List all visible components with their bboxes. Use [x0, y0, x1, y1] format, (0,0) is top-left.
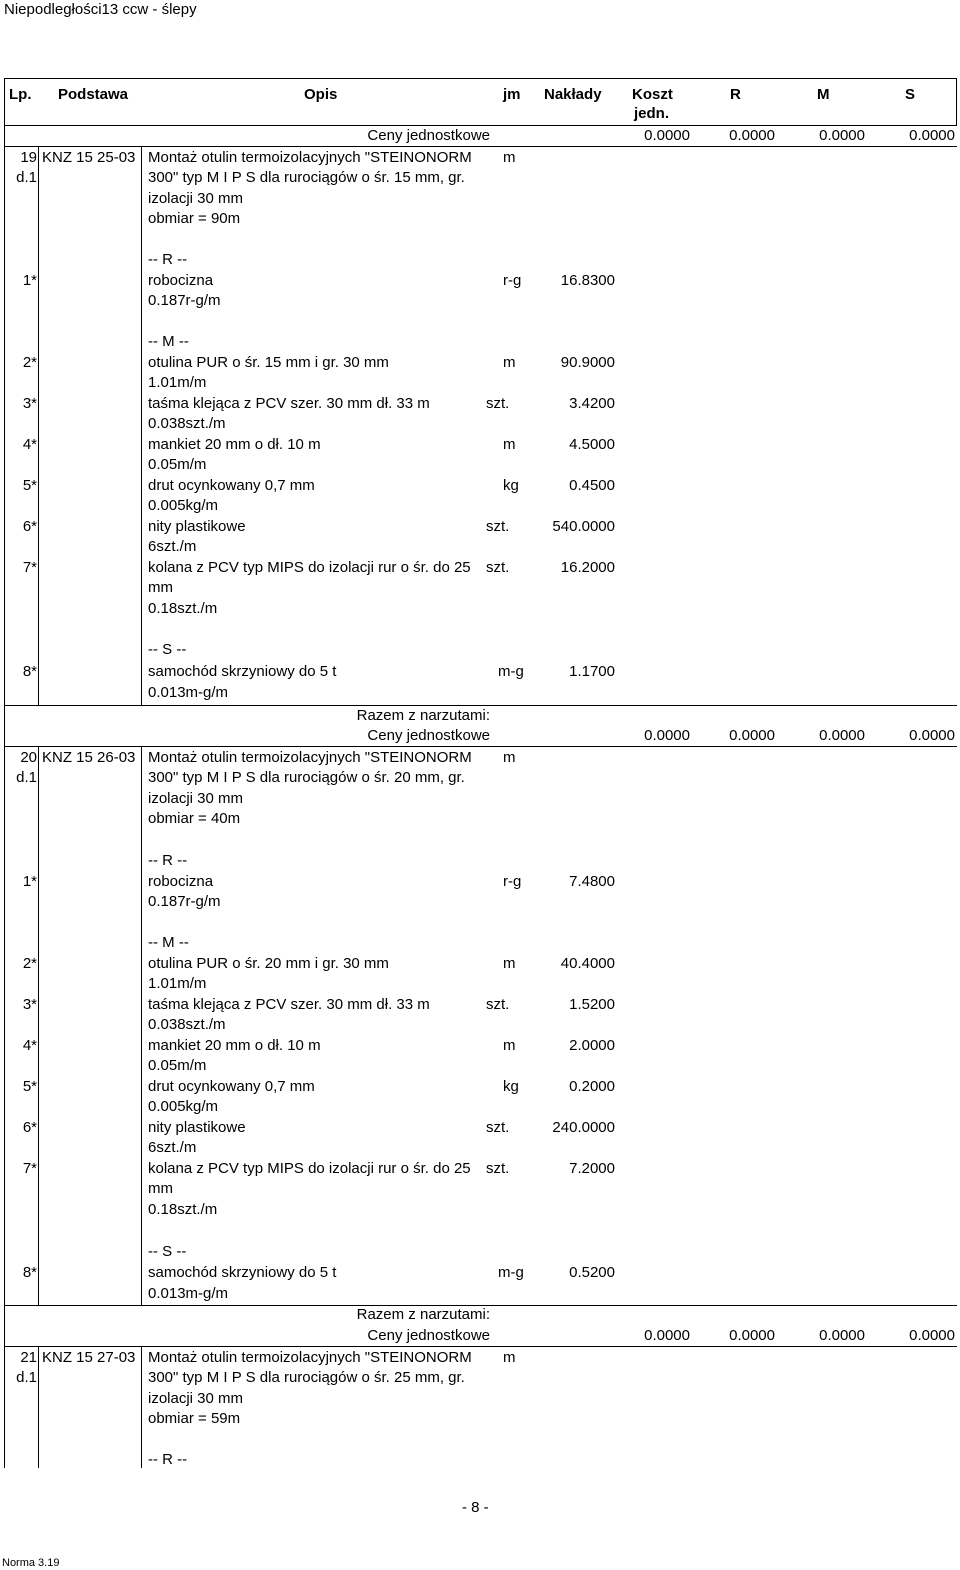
item-lp: 2*: [22, 354, 37, 371]
item-name: robocizna: [148, 272, 214, 289]
item-naklady: 0.2000: [569, 1078, 615, 1095]
item-jm: szt.: [486, 559, 510, 576]
ceny-top-s: 0.0000: [909, 127, 955, 144]
item-naklady: 7.2000: [569, 1160, 615, 1177]
item-name-cont: mm: [148, 579, 173, 596]
ceny-jednostkowe-label: Ceny jednostkowe: [367, 1327, 490, 1344]
item-norm: 6szt./m: [148, 538, 197, 555]
col-divider: [38, 1346, 39, 1468]
position-jm: m: [503, 149, 516, 166]
header-koszt: Koszt: [632, 86, 673, 103]
position-lp-suffix: d.1: [16, 769, 37, 786]
item-norm: 1.01m/m: [148, 975, 207, 992]
item-jm: szt.: [486, 518, 510, 535]
footer-text: Norma 3.19: [2, 1557, 60, 1569]
position-opis-line: Montaż otulin termoizolacyjnych "STEINONORM: [148, 1349, 472, 1366]
ceny-top-m: 0.0000: [819, 127, 865, 144]
ceny-jednostkowe-label: Ceny jednostkowe: [367, 127, 490, 144]
item-jm: m: [503, 955, 516, 972]
position-podstawa: KNZ 15 26-03: [42, 749, 136, 766]
header-jm: jm: [503, 86, 521, 103]
item-lp: 7*: [22, 559, 37, 576]
item-naklady: 2.0000: [569, 1037, 615, 1054]
col-divider: [141, 746, 142, 1306]
item-norm: 0.013m-g/m: [148, 1285, 229, 1302]
item-naklady: 1.5200: [569, 996, 615, 1013]
item-lp: 5*: [22, 1078, 37, 1095]
header-top-rule: [4, 78, 957, 79]
position-jm: m: [503, 1349, 516, 1366]
item-jm: m: [503, 1037, 516, 1054]
position-lp: 19: [20, 149, 37, 166]
item-name: taśma klejąca z PCV szer. 30 mm dł. 33 m: [148, 395, 430, 412]
ceny-koszt: 0.0000: [644, 1327, 690, 1344]
group-s-label: -- S --: [148, 641, 187, 658]
row-rule: [4, 1346, 957, 1347]
item-jm: m-g: [498, 1264, 524, 1281]
position-podstawa: KNZ 15 25-03: [42, 149, 136, 166]
item-lp: 5*: [22, 477, 37, 494]
position-opis-line: Montaż otulin termoizolacyjnych "STEINONORM: [148, 749, 472, 766]
item-norm: 0.05m/m: [148, 1057, 207, 1074]
header-s: S: [905, 86, 916, 103]
position-opis-line: izolacji 30 mm: [148, 790, 244, 807]
item-lp: 1*: [22, 873, 37, 890]
item-norm: 0.038szt./m: [148, 415, 226, 432]
header-lp: Lp.: [9, 86, 32, 103]
item-lp: 1*: [22, 272, 37, 289]
item-name: otulina PUR o śr. 20 mm i gr. 30 mm: [148, 955, 389, 972]
group-r-label: -- R --: [148, 852, 188, 869]
item-lp: 8*: [22, 1264, 37, 1281]
item-naklady: 0.5200: [569, 1264, 615, 1281]
item-norm: 0.18szt./m: [148, 600, 218, 617]
item-lp: 3*: [22, 395, 37, 412]
ceny-r: 0.0000: [729, 1327, 775, 1344]
item-naklady: 540.0000: [552, 518, 615, 535]
item-name-cont: mm: [148, 1180, 173, 1197]
item-name: taśma klejąca z PCV szer. 30 mm dł. 33 m: [148, 996, 430, 1013]
col-divider: [141, 1346, 142, 1468]
item-naklady: 240.0000: [552, 1119, 615, 1136]
group-m-label: -- M --: [148, 333, 189, 350]
item-norm: 0.038szt./m: [148, 1016, 226, 1033]
item-lp: 8*: [22, 663, 37, 680]
item-name: nity plastikowe: [148, 1119, 246, 1136]
position-lp: 20: [20, 749, 37, 766]
item-norm: 1.01m/m: [148, 374, 207, 391]
item-norm: 0.18szt./m: [148, 1201, 218, 1218]
item-norm: 0.005kg/m: [148, 1098, 219, 1115]
position-lp: 21: [20, 1349, 37, 1366]
position-jm: m: [503, 749, 516, 766]
row-rule: [4, 146, 957, 147]
item-jm: szt.: [486, 1160, 510, 1177]
item-jm: r-g: [503, 873, 522, 890]
ceny-top-koszt: 0.0000: [644, 127, 690, 144]
item-jm: m: [503, 436, 516, 453]
item-name: drut ocynkowany 0,7 mm: [148, 1078, 315, 1095]
document-title: Niepodległości13 ccw - ślepy: [4, 1, 197, 18]
row-rule: [4, 746, 957, 747]
item-lp: 2*: [22, 955, 37, 972]
item-name: mankiet 20 mm o dł. 10 m: [148, 1037, 321, 1054]
table-left-border: [4, 78, 5, 1468]
group-s-label: -- S --: [148, 1243, 187, 1260]
item-naklady: 0.4500: [569, 477, 615, 494]
razem-label: Razem z narzutami:: [356, 707, 490, 724]
razem-label: Razem z narzutami:: [356, 1306, 490, 1323]
item-name: otulina PUR o śr. 15 mm i gr. 30 mm: [148, 354, 389, 371]
ceny-top-r: 0.0000: [729, 127, 775, 144]
item-naklady: 90.9000: [560, 354, 615, 371]
item-naklady: 7.4800: [569, 873, 615, 890]
item-jm: szt.: [486, 1119, 510, 1136]
group-m-label: -- M --: [148, 934, 189, 951]
item-name: samochód skrzyniowy do 5 t: [148, 663, 337, 680]
position-obmiar: obmiar = 40m: [148, 810, 241, 827]
ceny-s: 0.0000: [909, 1327, 955, 1344]
item-jm: szt.: [486, 996, 510, 1013]
group-r-label: -- R --: [148, 1451, 188, 1468]
header-podstawa: Podstawa: [58, 86, 129, 103]
item-norm: 0.05m/m: [148, 456, 207, 473]
position-obmiar: obmiar = 59m: [148, 1410, 241, 1427]
item-name: nity plastikowe: [148, 518, 246, 535]
header-koszt-jedn: jedn.: [634, 105, 670, 122]
position-opis-line: 300" typ M I P S dla rurociągów o śr. 25 mm, gr.: [148, 1369, 465, 1386]
item-name: drut ocynkowany 0,7 mm: [148, 477, 315, 494]
position-opis-line: izolacji 30 mm: [148, 190, 244, 207]
ceny-jednostkowe-label: Ceny jednostkowe: [367, 727, 490, 744]
item-jm: szt.: [486, 395, 510, 412]
item-naklady: 4.5000: [569, 436, 615, 453]
col-divider: [38, 746, 39, 1306]
page-number: - 8 -: [462, 1499, 489, 1516]
item-naklady: 3.4200: [569, 395, 615, 412]
header-opis: Opis: [304, 86, 338, 103]
col-divider: [141, 146, 142, 706]
position-opis-line: Montaż otulin termoizolacyjnych "STEINONORM: [148, 149, 472, 166]
item-jm: kg: [503, 1078, 519, 1095]
item-naklady: 16.8300: [560, 272, 615, 289]
position-opis-line: izolacji 30 mm: [148, 1390, 244, 1407]
item-lp: 3*: [22, 996, 37, 1013]
header-r: R: [730, 86, 741, 103]
table-right-border: [956, 78, 957, 126]
ceny-r: 0.0000: [729, 727, 775, 744]
item-lp: 7*: [22, 1160, 37, 1177]
ceny-s: 0.0000: [909, 727, 955, 744]
ceny-m: 0.0000: [819, 727, 865, 744]
item-norm: 0.013m-g/m: [148, 684, 229, 701]
item-jm: m: [503, 354, 516, 371]
item-norm: 0.187r-g/m: [148, 893, 221, 910]
item-lp: 6*: [22, 1119, 37, 1136]
position-obmiar: obmiar = 90m: [148, 210, 241, 227]
item-lp: 4*: [22, 436, 37, 453]
position-opis-line: 300" typ M I P S dla rurociągów o śr. 20 mm, gr.: [148, 769, 465, 786]
item-naklady: 40.4000: [560, 955, 615, 972]
ceny-koszt: 0.0000: [644, 727, 690, 744]
item-jm: m-g: [498, 663, 524, 680]
item-lp: 4*: [22, 1037, 37, 1054]
group-r-label: -- R --: [148, 251, 188, 268]
position-lp-suffix: d.1: [16, 1369, 37, 1386]
item-lp: 6*: [22, 518, 37, 535]
header-naklady: Nakłady: [544, 86, 602, 103]
position-lp-suffix: d.1: [16, 169, 37, 186]
item-name: mankiet 20 mm o dł. 10 m: [148, 436, 321, 453]
ceny-m: 0.0000: [819, 1327, 865, 1344]
col-divider: [38, 146, 39, 706]
item-jm: kg: [503, 477, 519, 494]
item-norm: 0.005kg/m: [148, 497, 219, 514]
item-name: kolana z PCV typ MIPS do izolacji rur o śr. do 25: [148, 559, 471, 576]
header-m: M: [817, 86, 830, 103]
item-norm: 6szt./m: [148, 1139, 197, 1156]
item-norm: 0.187r-g/m: [148, 292, 221, 309]
item-name: kolana z PCV typ MIPS do izolacji rur o śr. do 25: [148, 1160, 471, 1177]
item-jm: r-g: [503, 272, 522, 289]
item-naklady: 16.2000: [560, 559, 615, 576]
position-podstawa: KNZ 15 27-03: [42, 1349, 136, 1366]
item-name: samochód skrzyniowy do 5 t: [148, 1264, 337, 1281]
item-naklady: 1.1700: [569, 663, 615, 680]
item-name: robocizna: [148, 873, 214, 890]
position-opis-line: 300" typ M I P S dla rurociągów o śr. 15 mm, gr.: [148, 169, 465, 186]
